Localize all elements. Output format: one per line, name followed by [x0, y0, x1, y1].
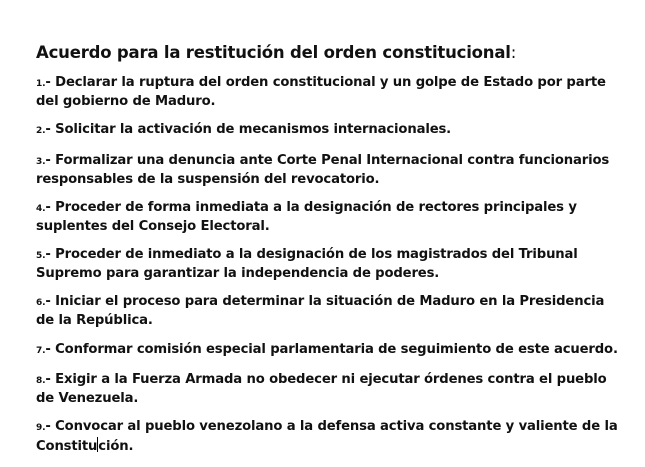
item-text-after-cursor: ción. — [98, 439, 134, 455]
list-item — [36, 371, 626, 407]
item-number: 7. — [36, 345, 46, 356]
list-item — [36, 246, 626, 282]
item-text: - Exigir a la Fuerza Armada no obedecer ni ejecutar órdenes contra el pueblo de Venezuela. — [36, 372, 607, 407]
list-item — [36, 74, 626, 110]
item-text: - Formalizar una denuncia ante Corte Penal Internacional contra funcionarios responsables de la suspensión del revocatorio. — [36, 152, 610, 187]
item-number: 8. — [36, 376, 46, 387]
item-number: 6. — [36, 298, 46, 309]
list-item — [36, 341, 626, 360]
item-number: 1. — [36, 79, 46, 89]
document-title — [36, 42, 626, 64]
item-text: - Solicitar la activación de mecanismos internacionales. — [45, 122, 452, 138]
list-item — [36, 293, 626, 329]
item-number: 9. — [36, 423, 46, 434]
item-text: - Proceder de inmediato a la designación de los magistrados del Tribunal Supremo para garantizar la independencia de poderes. — [36, 247, 578, 282]
item-text: - Iniciar el proceso para determinar la situación de Maduro en la Presidencia de la República. — [36, 294, 605, 329]
item-text-before-cursor: - Convocar al pueblo venezolano a la defensa activa constante y valiente de la Constitu — [36, 419, 618, 455]
list-item — [36, 418, 626, 455]
title-colon: : — [510, 43, 517, 62]
title-text: Acuerdo para la restitución del orden constitucional — [36, 43, 511, 62]
list-item — [36, 199, 626, 235]
agreement-list — [36, 74, 626, 455]
item-text: - Declarar la ruptura del orden constitucional y un golpe de Estado por parte del gobierno de Maduro. — [36, 75, 606, 109]
item-text: - Proceder de forma inmediata a la designación de rectores principales y suplentes del Consejo Electoral. — [36, 199, 577, 234]
item-number: 3. — [36, 156, 46, 167]
item-text: - Conformar comisión especial parlamentaria de seguimiento de este acuerdo. — [45, 341, 618, 357]
item-number: 5. — [36, 251, 46, 262]
item-number: 2. — [36, 126, 46, 137]
list-item — [36, 152, 626, 188]
item-number: 4. — [36, 203, 46, 214]
list-item — [36, 121, 626, 140]
document-page[interactable] — [36, 42, 626, 467]
